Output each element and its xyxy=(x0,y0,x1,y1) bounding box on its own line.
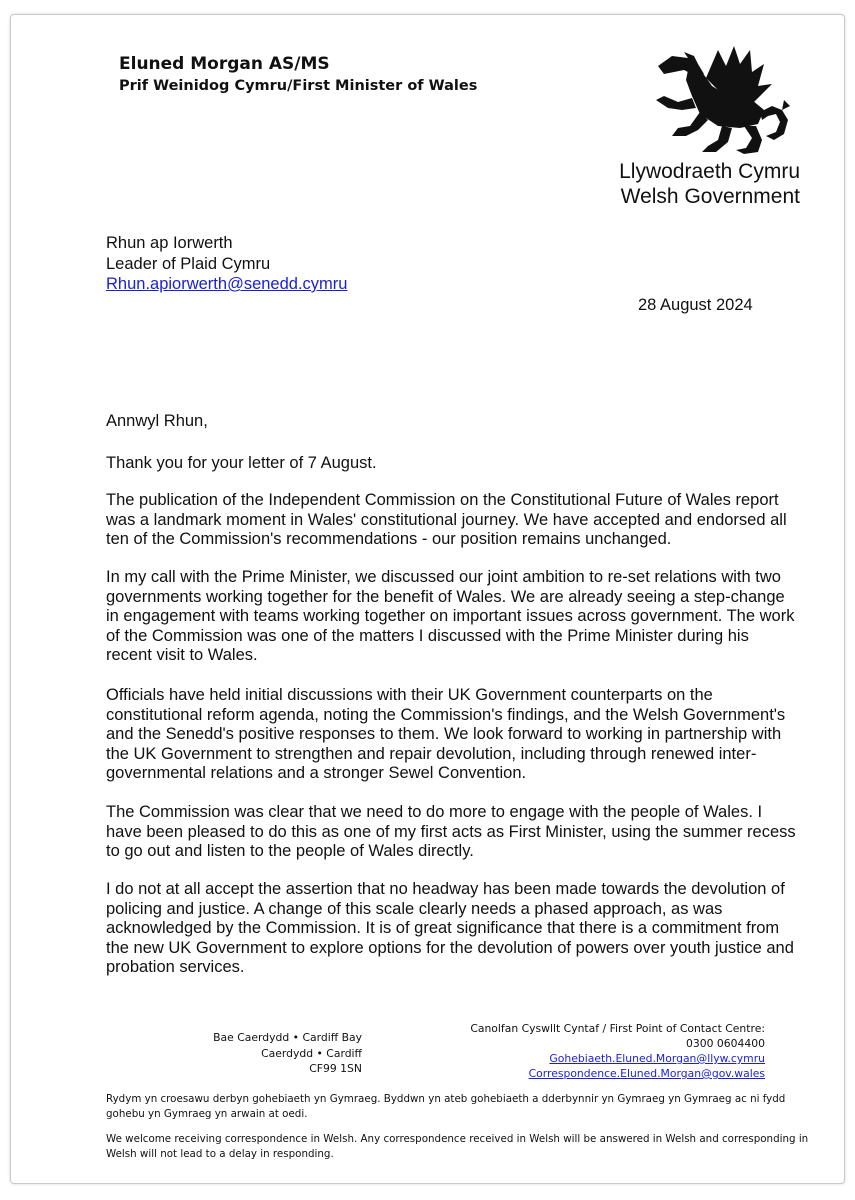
body-paragraph xyxy=(106,803,796,862)
paragraph-text: Thank you for your letter of 7 August. xyxy=(106,454,377,472)
paragraph-text: Officials have held initial discussions with their UK Government counterparts on the constitutional reform agenda, noting the Commission's findings, and the Welsh Government's and the Senedd's positive responses to them. We look forward to working in partnership with the UK Government to strengthen and repair devolution, including through renewed inter-governmental relations and a stronger Sewel Convention. xyxy=(106,686,786,782)
contact-email-welsh-link[interactable]: Gohebiaeth.Eluned.Morgan@llyw.cymru xyxy=(549,1052,765,1065)
body-paragraph xyxy=(106,880,796,978)
notice-english-text: We welcome receiving correspondence in Welsh. Any correspondence received in Welsh will be answered in Welsh and corresponding in Welsh will not lead to a delay in responding. xyxy=(106,1133,809,1160)
address-line: CF99 1SN xyxy=(309,1062,362,1075)
footer-address xyxy=(150,1030,362,1077)
contact-email-english-link[interactable]: Correspondence.Eluned.Morgan@gov.wales xyxy=(528,1067,765,1080)
body-paragraph xyxy=(106,454,796,474)
welsh-dragon-icon xyxy=(648,44,793,156)
body-paragraph xyxy=(106,686,796,784)
salutation: Annwyl Rhun, xyxy=(106,412,208,430)
paragraph-text: I do not at all accept the assertion that no headway has been made towards the devolution of policing and justice. A change of this scale clearly needs a phased approach, as was acknowledged by the Commission. It is of great significance that there is a commitment from the new UK Government to explore options for the devolution of powers over youth justice and probation services. xyxy=(106,880,794,976)
sender-title: Prif Weinidog Cymru/First Minister of Wales xyxy=(119,78,478,94)
contact-phone: 0300 0604400 xyxy=(686,1037,765,1050)
paragraph-text: In my call with the Prime Minister, we discussed our joint ambition to re-set relations with two governments working together for the benefit of Wales. We are already seeing a step-change in engagement with teams working together on important issues across government. The work of the Commission was one of the matters I discussed with the Prime Minister during his recent visit to Wales. xyxy=(106,568,795,664)
paragraph-text: The publication of the Independent Commission on the Constitutional Future of Wales report was a landmark moment in Wales' constitutional journey. We have accepted and endorsed all ten of the Commission's recommendations - our position remains unchanged. xyxy=(106,491,787,548)
letter-date: 28 August 2024 xyxy=(638,296,753,314)
english-language-notice xyxy=(106,1132,826,1162)
org-name-english: Welsh Government xyxy=(620,185,800,208)
body-paragraph xyxy=(106,568,796,666)
notice-welsh-text: Rydym yn croesawu derbyn gohebiaeth yn Gymraeg. Byddwn yn ateb gohebiaeth a dderbynnir yn Gymraeg yn Gymraeg ac ni fydd gohebu yn Gymraeg yn arwain at oedi. xyxy=(106,1093,786,1120)
org-name-welsh: Llywodraeth Cymru xyxy=(619,160,800,183)
footer-contact xyxy=(460,1021,765,1081)
welsh-language-notice xyxy=(106,1092,826,1122)
paragraph-text: The Commission was clear that we need to do more to engage with the people of Wales. I have been pleased to do this as one of my first acts as First Minister, using the summer recess to go out and listen to the people of Wales directly. xyxy=(106,803,796,860)
recipient-role: Leader of Plaid Cymru xyxy=(106,255,271,273)
address-line: Caerdydd • Cardiff xyxy=(261,1046,362,1060)
recipient-name: Rhun ap Iorwerth xyxy=(106,234,233,252)
contact-title: Canolfan Cyswllt Cyntaf / First Point of Contact Centre: xyxy=(470,1022,765,1035)
recipient-email-link[interactable]: Rhun.apiorwerth@senedd.cymru xyxy=(106,275,348,293)
body-paragraph xyxy=(106,491,796,550)
address-line: Bae Caerdydd • Cardiff Bay xyxy=(213,1031,362,1044)
sender-name: Eluned Morgan AS/MS xyxy=(119,54,330,74)
